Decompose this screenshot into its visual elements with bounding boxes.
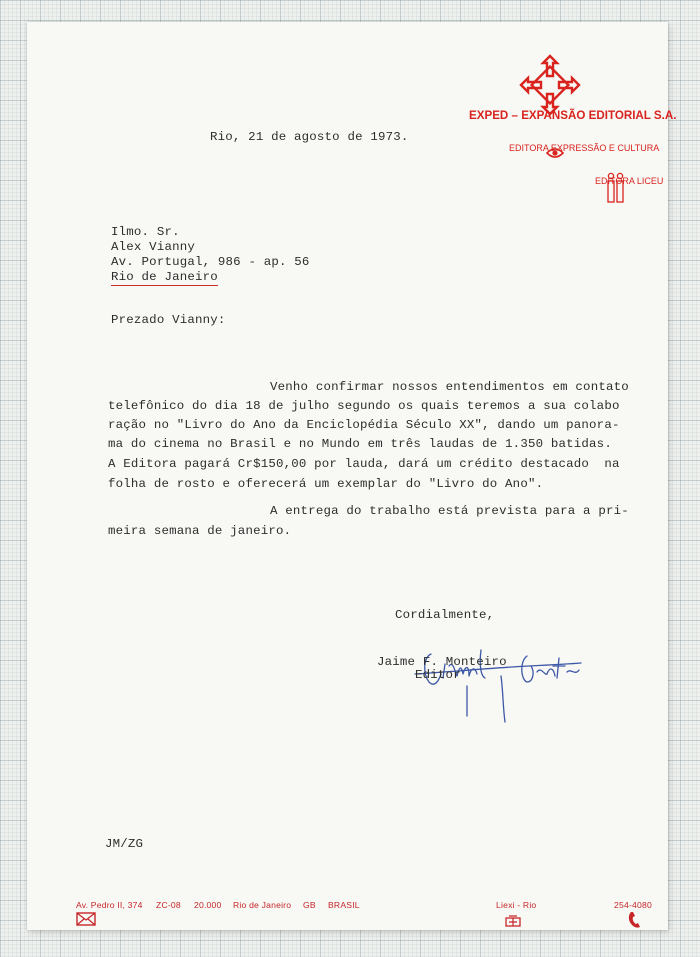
footer-city: Rio de Janeiro: [233, 900, 292, 910]
imprint-liceu: EDITORA LICEU: [595, 176, 664, 186]
liceu-figures-icon: [568, 154, 588, 186]
recipient-street: Av. Portugal, 986 - ap. 56: [111, 255, 310, 269]
footer-zone: ZC-08: [156, 900, 181, 910]
recipient-title: Ilmo. Sr.: [111, 225, 180, 239]
imprint-expressao-cultura: EDITORA EXPRESSÃO E CULTURA: [509, 143, 660, 153]
recipient-name: Alex Vianny: [111, 240, 195, 254]
body-line: ma do cinema no Brasil e no Mundo em três laudas de 1.350 batidas.: [108, 437, 612, 451]
company-name: EXPED – EXPANSÃO EDITORIAL S.A.: [469, 109, 677, 122]
footer-state: GB: [303, 900, 316, 910]
footer-country: BRASIL: [328, 900, 360, 910]
body-line: Venho confirmar nossos entendimentos em contato: [270, 380, 629, 394]
footer-phone: 254-4080: [614, 900, 652, 910]
body-line: telefônico do dia 18 de julho segundo os quais teremos a sua colabo: [108, 399, 620, 413]
telex-icon: [467, 897, 483, 910]
footer-address: Av. Pedro II, 374: [76, 900, 143, 910]
reference-initials: JM/ZG: [105, 837, 144, 851]
letter-sheet: [27, 22, 677, 930]
eye-icon: [508, 128, 526, 140]
closing: Cordialmente,: [395, 608, 495, 622]
footer-cep: 20.000: [194, 900, 222, 910]
envelope-icon: [38, 894, 58, 908]
phone-icon: [590, 893, 604, 911]
recipient-city: Rio de Janeiro: [111, 270, 218, 284]
body-line: A entrega do trabalho está prevista para a pri-: [270, 504, 629, 518]
signer-title: Editor: [415, 668, 461, 682]
footer-telex: Liexi - Rio: [496, 900, 537, 910]
body-line: ração no "Livro do Ano da Enciclopédia Século XX", dando um panora-: [108, 418, 620, 432]
letter-date: Rio, 21 de agosto de 1973.: [210, 130, 409, 144]
body-line: folha de rosto e oferecerá um exemplar do "Livro do Ano".: [108, 477, 544, 491]
body-line: A Editora pagará Cr$150,00 por lauda, dará um crédito destacado na: [108, 457, 620, 471]
signer-name: Jaime F. Monteiro: [377, 655, 507, 669]
company-logo-icon: [479, 34, 545, 100]
body-line: meira semana de janeiro.: [108, 524, 292, 538]
salutation: Prezado Vianny:: [111, 313, 226, 327]
